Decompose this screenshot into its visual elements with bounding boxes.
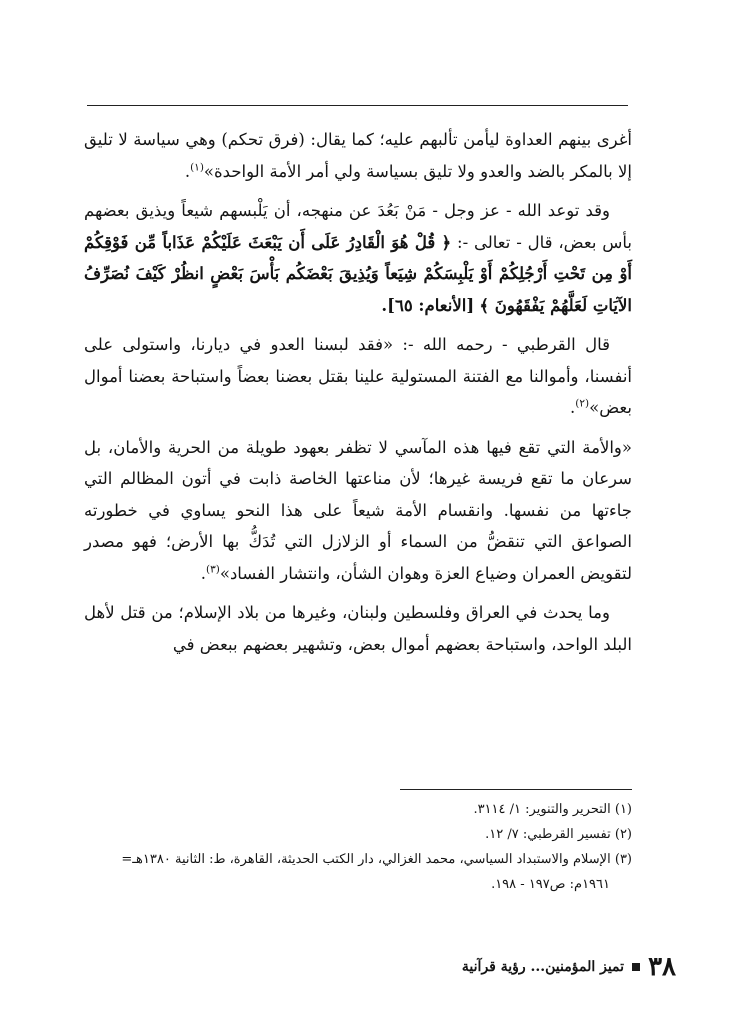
footnote-text: ١٩٦١م: ص١٩٧ - ١٩٨.	[491, 877, 610, 892]
main-text	[84, 124, 632, 668]
footnote-reference: (١)	[190, 161, 204, 173]
footnote-reference: (٣)	[205, 563, 220, 575]
footnote-number: (٢)	[614, 827, 632, 842]
paragraph-text: قال القرطبي - رحمه الله -: «فقد لبسنا العدو في ديارنا، واستولى على أنفسنا، وأموالنا مع الفتنة المستولية علينا بقتل بعضنا بعضاً واستباحة بعضنا أموال بعض»	[84, 335, 632, 417]
footnote	[84, 797, 632, 822]
paragraph-text: «والأمة التي تقع فيها هذه المآسي لا تظفر بعهود طويلة من الحرية والأمان، بل سرعان ما تقع فريسة غيرها؛ لأن مناعتها الخاصة ذابت في أتون المظالم التي جاءتها من نفسها. وانقسام الأمة شيعاً على هذا النحو يساوي في خطورته الصواعق التي تنقضُّ من السماء أو الزلازل التي تُدَكُّ بها الأرض؛ فهو مصدر لتقويض العمران وضياع العزة وهوان الشأن، وانتشار الفساد»	[84, 437, 632, 583]
paragraph	[84, 195, 632, 321]
paragraph-tail: .	[570, 398, 576, 417]
footnote-reference: (٢)	[575, 397, 590, 410]
page-number: ٣٨	[648, 952, 676, 982]
footnote-number: (١)	[614, 802, 632, 817]
paragraph	[84, 432, 632, 590]
paragraph	[84, 597, 632, 660]
footnotes	[84, 797, 632, 897]
footnote-rule	[400, 789, 632, 790]
footnote-text: الإسلام والاستبداد السياسي، محمد الغزالي، دار الكتب الحديثة، القاهرة، ط: الثانية ١٣٨٠هـ=	[121, 852, 611, 867]
paragraph-text: أغرى بينهم العداوة ليأمن تألبهم عليه؛ كما يقال: (فرق تحكم) وهي سياسة لا تليق إلا بالمكر بالضد والعدو ولا تليق بسياسة ولي أمر الأمة الواحدة»	[84, 130, 632, 181]
header-rule	[87, 105, 628, 106]
verse-citation: [الأنعام: ٦٥].	[381, 295, 475, 315]
square-bullet-icon	[632, 963, 640, 971]
paragraph-tail: .	[184, 161, 191, 181]
quran-verse: ﴿ قُلْ هُوَ الْقَادِرُ عَلَى أَن يَبْعَثَ عَلَيْكُمْ عَذَاباً مِّن فَوْقِكُمْ أَوْ مِن تَحْتِ أَرْجُلِكُمْ أَوْ يَلْبِسَكُمْ شِيَعاً وَيُذِيقَ بَعْضَكُم بَأْسَ بَعْضٍ انظُرْ كَيْفَ نُصَرِّفُ الآيَاتِ لَعَلَّهُمْ يَفْقَهُونَ ﴾	[84, 232, 632, 315]
running-title: تميز المؤمنين... رؤية قرآنية	[461, 959, 625, 975]
page-footer	[462, 954, 676, 980]
footnote-text: التحرير والتنوير: ١/ ٣١١٤.	[473, 802, 611, 817]
footnote-number: (٣)	[614, 852, 632, 867]
footnote-text: تفسير القرطبي: ٧/ ١٢.	[485, 827, 611, 842]
paragraph-text: وقد توعد الله - عز وجل - مَنْ بَعُدَ عن منهجه، أن يَلْبسهم شيعاً ويذيق بعضهم بأس بعض، قال - تعالى -:	[84, 201, 632, 252]
footnote	[84, 847, 632, 872]
paragraph-tail: .	[200, 563, 206, 583]
paragraph-text: وما يحدث في العراق وفلسطين ولبنان، وغيرها من بلاد الإسلام؛ من قتل لأهل البلد الواحد، واستباحة بعضهم أموال بعض، وتشهير بعضهم ببعض في	[84, 603, 632, 654]
footnote	[84, 822, 632, 847]
footnote-continuation	[84, 872, 632, 897]
paragraph	[84, 329, 632, 424]
paragraph	[84, 124, 632, 187]
